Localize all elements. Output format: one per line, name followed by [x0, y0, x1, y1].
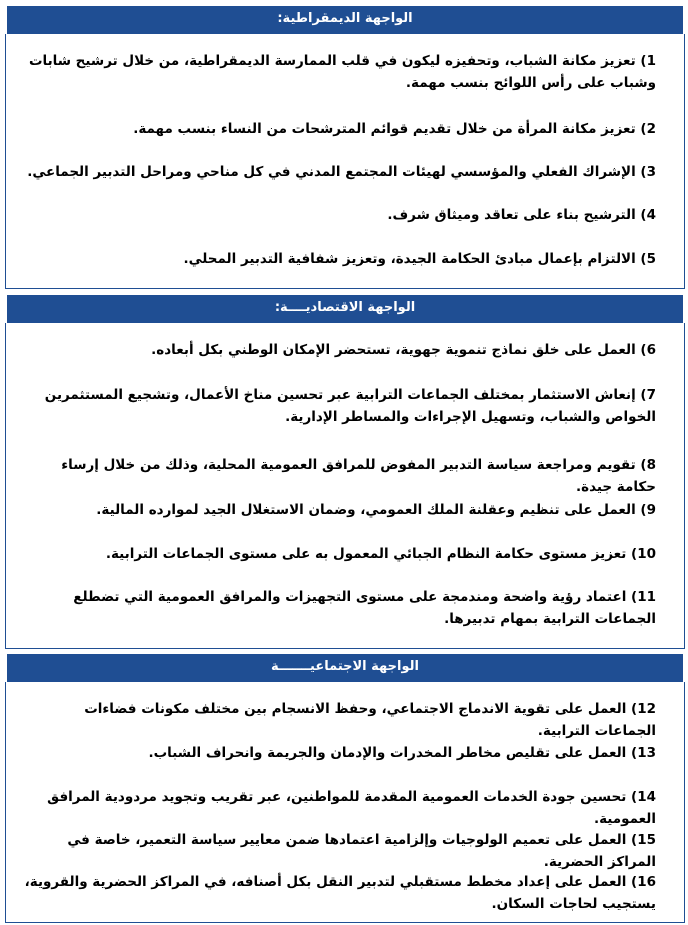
- item-number: 4): [640, 207, 656, 223]
- list-item: [22, 543, 656, 565]
- section-box: [5, 323, 685, 649]
- section-title: الواجهة الاجتماعيـــــــة: [7, 654, 683, 682]
- list-item: [22, 742, 656, 764]
- item-text: تقويم ومراجعة سياسة التدبير المفوض للمرافق العمومية المحلية، وذلك من خلال إرساء حكامة جيدة.: [61, 457, 656, 495]
- list-item: [22, 698, 656, 742]
- list-item: [22, 339, 656, 361]
- section-democratic: [0, 6, 688, 288]
- list-item: [22, 786, 656, 830]
- section-title: الواجهة الديمقراطية:: [7, 6, 683, 34]
- item-text: الترشيح بناء على تعاقد وميثاق شرف.: [387, 207, 636, 223]
- item-number: 16): [631, 874, 656, 890]
- list-item: [22, 829, 656, 873]
- item-number: 6): [640, 342, 656, 358]
- item-number: 11): [631, 589, 656, 605]
- list-item: [22, 586, 656, 630]
- item-number: 13): [631, 745, 656, 761]
- list-item: [22, 384, 656, 428]
- section-social: [0, 654, 688, 922]
- list-item: [22, 50, 656, 94]
- section-box: [5, 682, 685, 923]
- item-text: الالتزام بإعمال مبادئ الحكامة الجيدة، وتعزيز شفافية التدبير المحلي.: [183, 251, 636, 267]
- list-item: [22, 454, 656, 498]
- item-text: تعزيز مكانة المرأة من خلال تقديم قوائم المترشحات من النساء بنسب مهمة.: [133, 121, 636, 137]
- item-number: 1): [640, 53, 656, 69]
- item-text: العمل على تقوية الاندماج الاجتماعي، وحفظ الانسجام بين مختلف مكونات فضاءات الجماعات الترابية.: [84, 701, 656, 739]
- list-item: [22, 161, 656, 183]
- item-text: تحسين جودة الخدمات العمومية المقدمة للمواطنين، عبر تقريب وتجويد مردودية المرافق العمومية.: [47, 789, 656, 827]
- item-number: 8): [640, 457, 656, 473]
- item-number: 2): [640, 121, 656, 137]
- item-number: 14): [631, 789, 656, 805]
- item-number: 5): [640, 251, 656, 267]
- item-text: العمل على تعميم الولوجيات وإلزامية اعتمادها ضمن معايير سياسة التعمير، خاصة في المراكز الحضرية.: [67, 832, 656, 870]
- item-text: إنعاش الاستثمار بمختلف الجماعات الترابية عبر تحسين مناخ الأعمال، وتشجيع المستثمرين الخواص والشباب، وتسهيل الإجراءات والمساطر الإدارية.: [44, 387, 656, 425]
- section-economic: [0, 295, 688, 648]
- item-number: 12): [631, 701, 656, 717]
- list-item: [22, 204, 656, 226]
- item-text: العمل على خلق نماذج تنموية جهوية، تستحضر الإمكان الوطني بكل أبعاده.: [151, 342, 636, 358]
- item-number: 3): [640, 164, 656, 180]
- item-number: 10): [631, 546, 656, 562]
- list-item: [22, 499, 656, 521]
- item-text: الإشراك الفعلي والمؤسسي لهيئات المجتمع المدني في كل مناحي ومراحل التدبير الجماعي.: [27, 164, 636, 180]
- item-text: تعزيز مستوى حكامة النظام الجبائي المعمول به على مستوى الجماعات الترابية.: [105, 546, 627, 562]
- list-item: [22, 118, 656, 140]
- item-text: العمل على تنظيم وعقلنة الملك العمومي، وضمان الاستغلال الجيد لموارده المالية.: [96, 502, 636, 518]
- item-text: العمل على إعداد مخطط مستقبلي لتدبير النقل بكل أصنافه، في المراكز الحضرية والقروية، يستجيب لحاجات السكان.: [24, 874, 656, 912]
- list-item: [22, 248, 656, 270]
- item-text: العمل على تقليص مخاطر المخدرات والإدمان والجريمة وانحراف الشباب.: [148, 745, 627, 761]
- item-number: 7): [640, 387, 656, 403]
- list-item: [22, 871, 656, 915]
- item-text: اعتماد رؤية واضحة ومندمجة على مستوى التجهيزات والمرافق العمومية التي تضطلع الجماعات الترابية بمهام تدبيرها.: [73, 589, 656, 627]
- section-box: [5, 34, 685, 289]
- item-number: 9): [640, 502, 656, 518]
- item-text: تعزيز مكانة الشباب، وتحفيزه ليكون في قلب الممارسة الديمقراطية، من خلال ترشيح شابات وشباب على رأس اللوائح بنسب مهمة.: [28, 53, 656, 91]
- section-title: الواجهة الاقتصاديــــة:: [7, 295, 683, 323]
- item-number: 15): [631, 832, 656, 848]
